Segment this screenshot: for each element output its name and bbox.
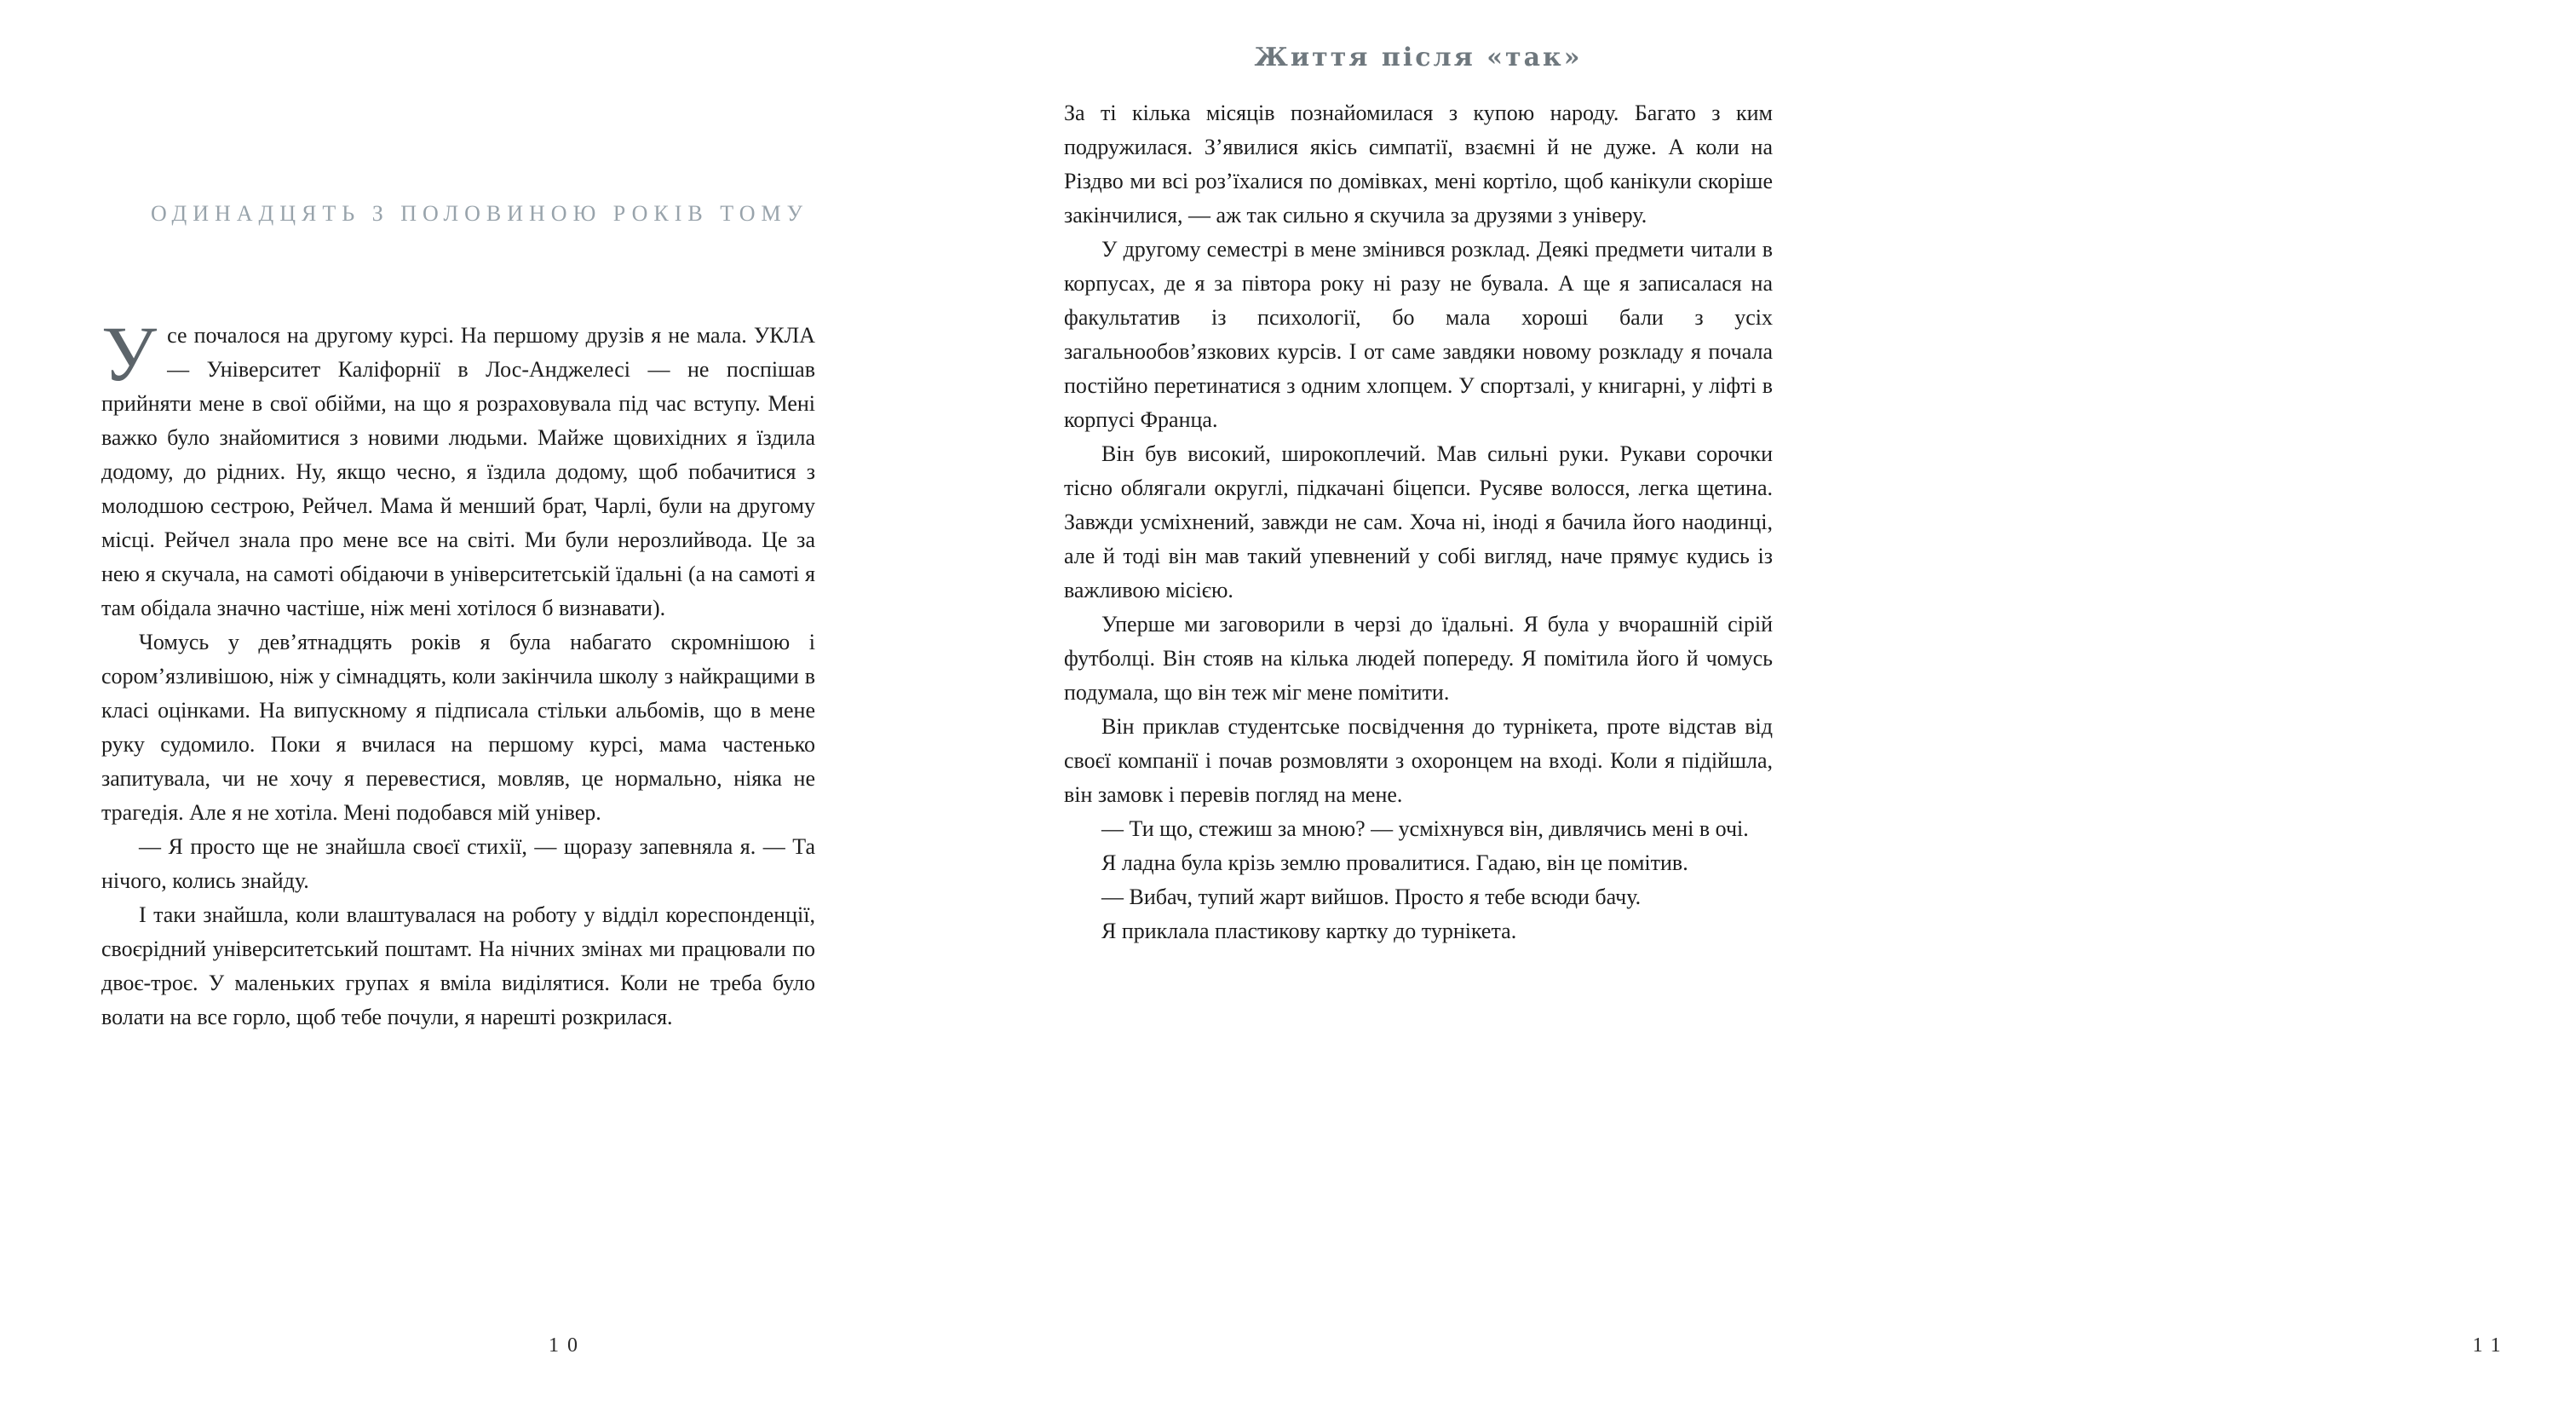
body-paragraph: Уперше ми заговорили в черзі до їдальні. Я була у вчорашній сірій футболці. Він стояв на кілька людей попереду. Я помітила його й чомусь подумала, що він теж міг мене помітити. [1064, 612, 1773, 705]
running-header: Життя після «так» [1254, 43, 1583, 72]
body-paragraph: Я приклала пластикову картку до турнікета. [1101, 919, 1517, 943]
body-paragraph: У другому семестрі в мене змінився розклад. Деякі предмети читали в корпусах, де я за півтора року ні разу не бувала. А ще я записалася на факультатив із психології, бо мала хороші бали з усіх загальнообов’язкових курсів. І от саме завдяки новому розкладу я почала постійно перетинатися з одним хлопцем. У спортзалі, у книгарні, у ліфті в корпусі Франца. [1064, 237, 1773, 432]
body-paragraph: — Я просто ще не знайшла своєї стихії, — щоразу запевняла я. — Та нічого, колись знайду. [101, 834, 815, 893]
body-paragraph: Він був високий, широкоплечий. Мав сильні руки. Рукави сорочки тісно облягали округлі, підкачані біцепси. Русяве волосся, легка щетина. Завжди усміхнений, завжди не сам. Хоча ні, іноді я бачила його наодинці, але й тоді він мав такий упевнений у собі вигляд, наче прямує кудись із важливою місією. [1064, 441, 1773, 602]
page-number-right: 11 [2472, 1334, 2510, 1357]
page-left [101, 0, 815, 1406]
chapter-heading: ОДИНАДЦЯТЬ З ПОЛОВИНОЮ РОКІВ ТОМУ [151, 201, 809, 226]
drop-cap: У [101, 310, 158, 397]
right-body-text [1064, 96, 1773, 948]
body-paragraph: І таки знайшла, коли влаштувалася на роботу у відділ кореспонденції, своєрідний університетський поштамт. На нічних змінах ми працювали по двоє-троє. У маленьких групах я вміла виділятися. Коли не треба було волати на все горло, щоб тебе почули, я нарешті розкрилася. [101, 902, 815, 1029]
body-paragraph: Чомусь у дев’ятнадцять років я була набагато скромнішою і сором’язливішою, ніж у сімнадцять, коли закінчила школу з найкращими в класі оцінками. На випускному я підписала стільки альбомів, що в мене руку судомило. Поки я вчилася на першому курсі, мама частенько запитувала, чи не хочу я перевестися, мовляв, це нормально, ніяка не трагедія. Але я не хотіла. Мені подобався мій універ. [101, 630, 815, 825]
body-paragraph: — Вибач, тупий жарт вийшов. Просто я тебе всюди бачу. [1101, 885, 1642, 909]
page-right [1064, 0, 2510, 1406]
page-number-left: 10 [549, 1334, 586, 1357]
body-paragraph: Я ладна була крізь землю провалитися. Гадаю, він це помітив. [1101, 850, 1688, 875]
body-paragraph: — Ти що, стежиш за мною? — усміхнувся він, дивлячись мені в очі. [1101, 816, 1749, 841]
body-paragraph: За ті кілька місяців познайомилася з купою народу. Багато з ким подружилася. З’явилися якісь симпатії, взаємні й не дуже. А коли на Різдво ми всі роз’їхалися по домівках, мені кортіло, щоб канікули скоріше закінчилися, — аж так сильно я скучила за друзями з універу. [1064, 101, 1773, 228]
body-paragraph [101, 310, 815, 625]
left-body-text [101, 310, 815, 1034]
paragraph-text: се почалося на другому курсі. На першому друзів я не мала. УКЛА — Університет Каліфорнії в Лос-Анджелесі — не поспішав прийняти мене в свої обійми, на що я розраховувала під час вступу. Мені важко було знайомитися з новими людьми. Майже щовихідних я їздила додому, до рідних. Ну, якщо чесно, я їздила додому, щоб побачитися з молодшою сестрою, Рейчел. Мама й менший брат, Чарлі, були на другому місці. Рейчел знала про мене все на світі. Ми були нерозлийвода. Це за нею я скучала, на самоті обідаючи в університетській їдальні (а на самоті я там обідала значно частіше, ніж мені хотілося б визнавати). [101, 323, 815, 620]
body-paragraph: Він приклав студентське посвідчення до турнікета, проте відстав від своєї компанії і почав розмовляти з охоронцем на вході. Коли я підійшла, він замовк і перевів погляд на мене. [1064, 714, 1773, 807]
